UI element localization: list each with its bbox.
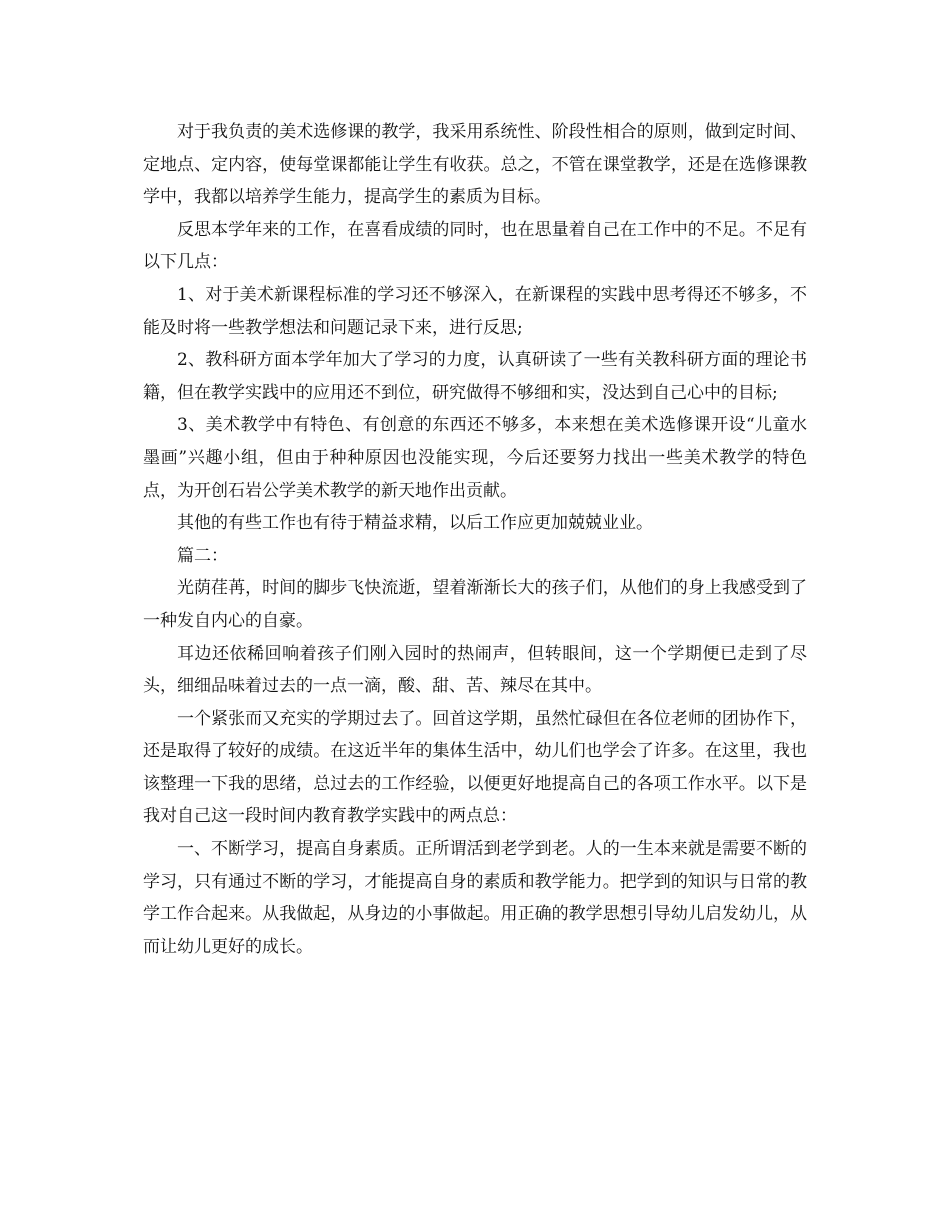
paragraph-time-passing: 光荫荏苒，时间的脚步飞快流逝，望着渐渐长大的孩子们，从他们的身上我感受到了一种发自内心的自豪。 (143, 578, 807, 631)
paragraph-shortcoming-3: 3、美术教学中有特色、有创意的东西还不够多，本来想在美术选修课开设“儿童水墨画”兴趣小组，但由于种种原因也没能实现，今后还要努力找出一些美术教学的特色点，为开创石岩公学美术教学的新天地作出贡献。 (143, 415, 807, 501)
section-heading-part-two: 篇二： (177, 545, 228, 566)
paragraph-semester-summary: 一个紧张而又充实的学期过去了。回首这学期，虽然忙碌但在各位老师的团协作下，还是取得了较好的成绩。在这近半年的集体生活中，幼儿们也学会了许多。在这里，我也该整理一下我的思绪，总过去的工作经验，以便更好地提高自己的各项工作水平。以下是我对自己这一段时间内教育教学实践中的两点总： (143, 708, 807, 827)
paragraph-kindergarten-memories: 耳边还依稀回响着孩子们刚入园时的热闹声，但转眼间，这一个学期便已走到了尽头，细细品味着过去的一点一滴，酸、甜、苦、辣尽在其中。 (143, 643, 807, 697)
paragraph-shortcoming-2: 2、教科研方面本学年加大了学习的力度，认真研读了一些有关教科研方面的理论书籍，但在教学实践中的应用还不到位，研究做得不够细和实，没达到自己心中的目标; (143, 350, 807, 403)
document-body (143, 116, 807, 963)
paragraph-continuous-learning: 一、不断学习，提高自身素质。正所谓活到老学到老。人的一生本来就是需要不断的学习，只有通过不断的学习，才能提高自身的素质和教学能力。把学到的知识与日常的教学工作合起来。从我做起，从身边的小事做起。用正确的教学思想引导幼儿启发幼儿，从而让幼儿更好的成长。 (143, 839, 807, 957)
paragraph-reflection-intro: 反思本学年来的工作，在喜看成绩的同时，也在思量着自己在工作中的不足。不足有以下几点： (143, 219, 807, 273)
paragraph-shortcoming-1: 1、对于美术新课程标准的学习还不够深入，在新课程的实践中思考得还不够多，不能及时将一些教学想法和问题记录下来，进行反思; (143, 284, 807, 338)
paragraph-art-elective-teaching: 对于我负责的美术选修课的教学，我采用系统性、阶段性相合的原则，做到定时间、定地点、定内容，使每堂课都能让学生有收获。总之，不管在课堂教学，还是在选修课教学中，我都以培养学生能力，提高学生的素质为目标。 (143, 122, 807, 208)
paragraph-other-work: 其他的有些工作也有待于精益求精，以后工作应更加兢兢业业。 (177, 513, 653, 534)
